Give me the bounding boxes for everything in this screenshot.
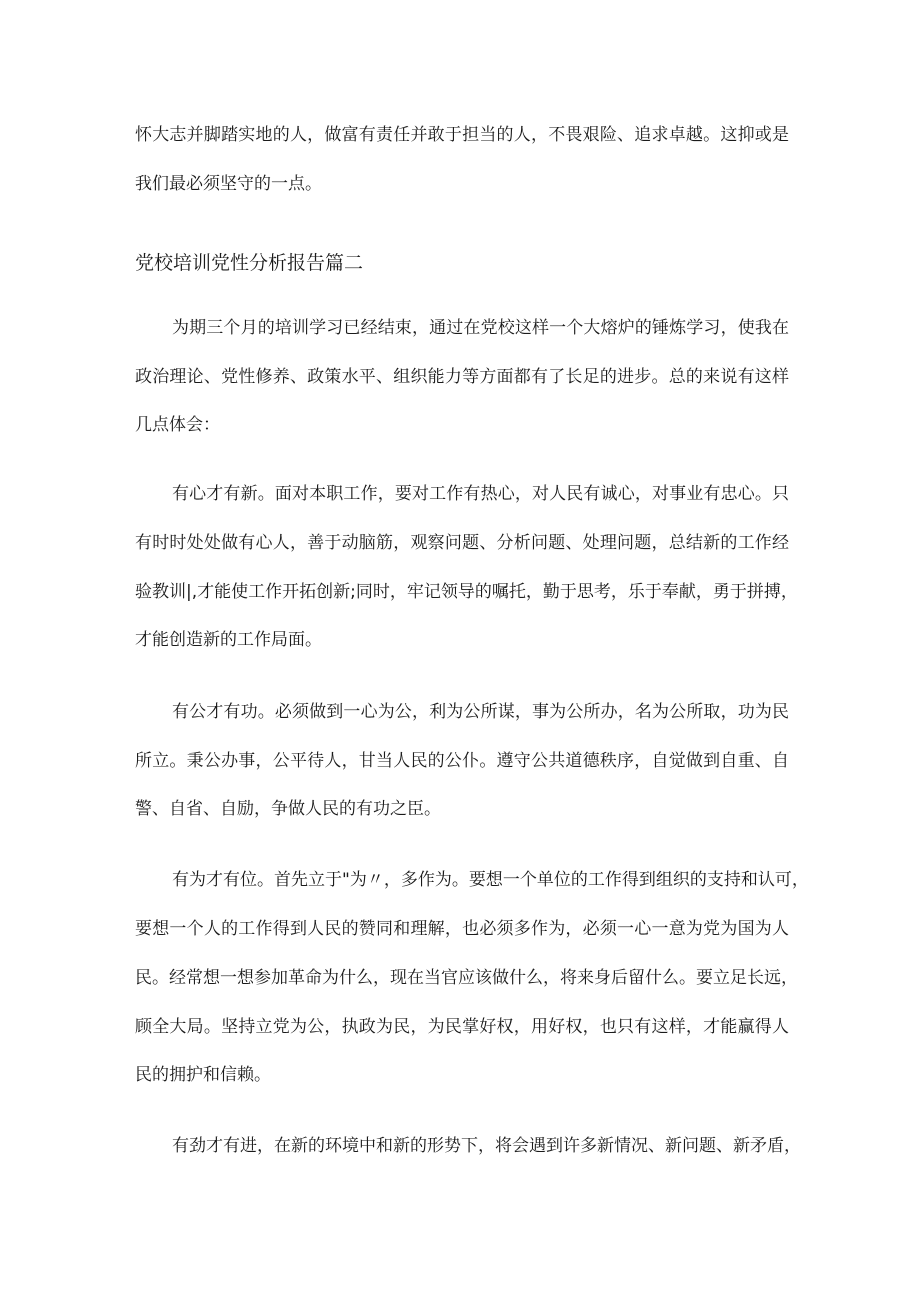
paragraph-4-line-5: 民的拥护和信赖。: [135, 1065, 271, 1085]
paragraph-4-line-3: 民。经常想一想参加革命为什么，现在当官应该做什么，将来身后留什么。要立足长远，: [135, 968, 798, 988]
paragraph-5-line-1: 有劲才有进，在新的环境中和新的形势下，将会遇到许多新情况、新问题、新矛盾，: [172, 1136, 801, 1156]
paragraph-2-line-4: 才能创造新的工作局面。: [135, 630, 322, 650]
paragraph-3-line-3: 警、自省、自励，争做人民的有功之臣。: [135, 799, 441, 819]
paragraph-3-line-1: 有公才有功。必须做到一心为公，利为公所谋，事为公所办，名为公所取，功为民: [172, 702, 789, 722]
paragraph-4-line-1: 有为才有位。首先立于"为〃，多作为。要想一个单位的工作得到组织的支持和认可，: [172, 870, 809, 890]
paragraph-3-line-2: 所立。秉公办事，公平待人，甘当人民的公仆。遵守公共道德秩序，自觉做到自重、自: [135, 751, 789, 771]
paragraph-1-line-1: 为期三个月的培训学习已经结束，通过在党校这样一个大熔炉的锤炼学习，使我在: [172, 318, 789, 338]
paragraph-2-line-1: 有心才有新。面对本职工作，要对工作有热心，对人民有诚心，对事业有忠心。只: [172, 484, 789, 504]
paragraph-4-line-4: 顾全大局。坚持立党为公，执政为民，为民掌好权，用好权，也只有这样，才能赢得人: [135, 1017, 789, 1037]
paragraph-1-line-3: 几点体会：: [135, 415, 220, 435]
paragraph-1-line-2: 政治理论、党性修养、政策水平、组织能力等方面都有了长足的进步。总的来说有这样: [135, 367, 789, 387]
paragraph-2-line-2: 有时时处处做有心人，善于动脑筋，观察问题、分析问题、处理问题，总结新的工作经: [135, 533, 789, 553]
section-heading: 党校培训党性分析报告篇二: [135, 252, 364, 274]
intro-line-2: 我们最必须坚守的一点。: [135, 174, 322, 194]
paragraph-2-line-3: 验教训|,才能使工作开拓创新;同时，牢记领导的嘱托，勤于思考，乐于奉献，勇于拼搏，: [135, 582, 798, 602]
intro-line-1: 怀大志并脚踏实地的人，做富有责任并敢于担当的人，不畏艰险、追求卓越。这抑或是: [135, 125, 789, 145]
paragraph-4-line-2: 要想一个人的工作得到人民的赞同和理解，也必须多作为，必须一心一意为党为国为人: [135, 919, 789, 939]
